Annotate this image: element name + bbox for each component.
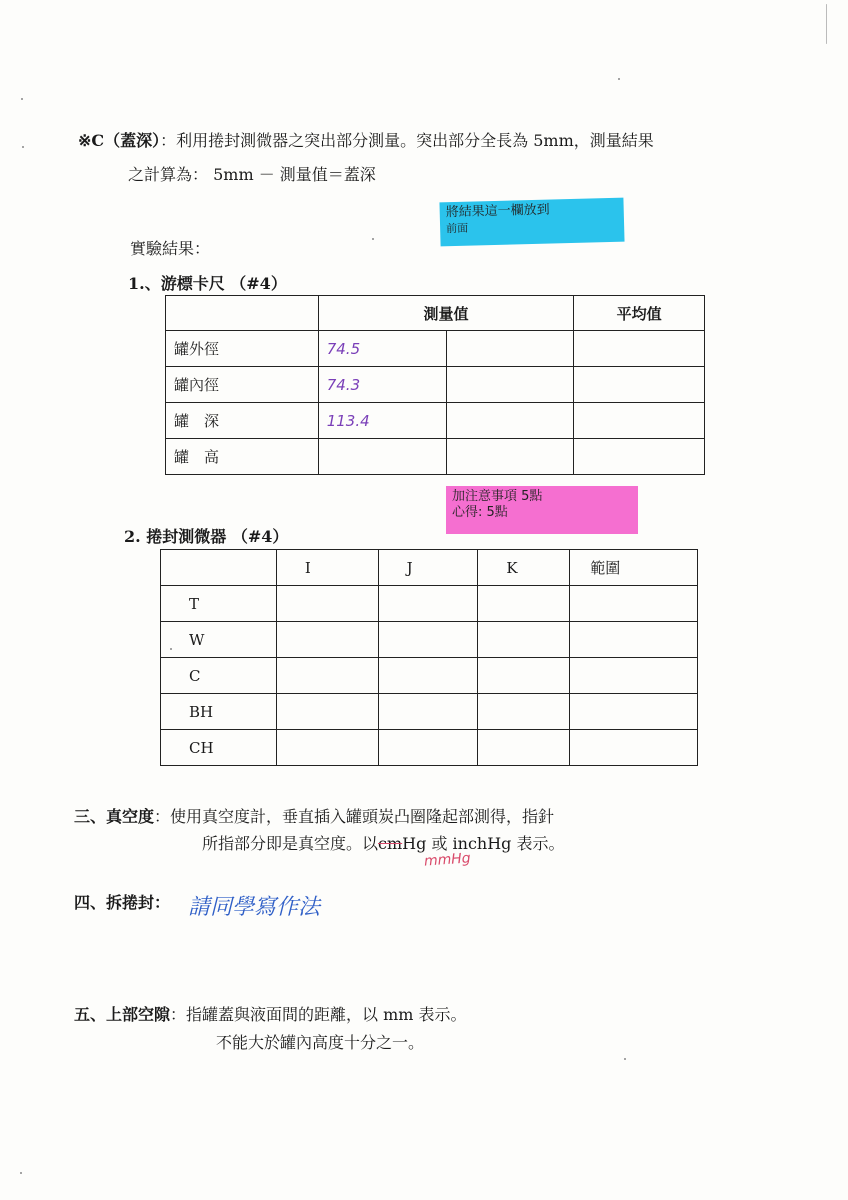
caliper-cell: [318, 439, 446, 475]
micrometer-cell: [570, 658, 698, 694]
micrometer-row-label: T: [161, 586, 277, 622]
micrometer-col-i: I: [276, 550, 378, 586]
caliper-cell: [446, 331, 574, 367]
micrometer-header-row: [161, 550, 698, 586]
micrometer-cell: [478, 622, 570, 658]
section3-text1: ：使用真空度計，垂直插入罐頭炭凸圈隆起部測得，指針: [154, 807, 555, 826]
caliper-avg-cell: [574, 403, 705, 439]
caliper-cell: [446, 367, 574, 403]
caliper-table: [165, 295, 705, 475]
table-row: [161, 730, 698, 766]
micrometer-row-label: W: [161, 622, 277, 658]
caliper-value-handwritten: 74.5: [318, 331, 446, 367]
table-row: [161, 658, 698, 694]
micrometer-col-range: 範圍: [570, 550, 698, 586]
section3-text2-pre: 所指部分即是真空度。以: [202, 834, 379, 853]
sticky-blue-line2: 前面: [445, 221, 469, 236]
caliper-header-row: [166, 296, 705, 331]
caliper-row-label: 罐內徑: [166, 367, 319, 403]
section3-line2: [202, 831, 565, 854]
section-c-line1: [78, 128, 654, 151]
caliper-heading: 1.、游標卡尺 （#4）: [128, 274, 287, 293]
section3-struck-unit: cm: [378, 834, 403, 853]
micrometer-cell: [378, 658, 478, 694]
section5-text1: ：指罐蓋與液面間的距離，以 mm 表示。: [170, 1005, 467, 1024]
caliper-col-avg: 平均值: [574, 296, 705, 331]
sticky-blue-line1: 將結果這一欄放到: [445, 202, 550, 221]
section-c-mark: ※C: [78, 131, 105, 150]
micrometer-cell: [478, 586, 570, 622]
micrometer-cell: [570, 586, 698, 622]
caliper-col-measure: 測量值: [318, 296, 574, 331]
caliper-row-label: 罐 深: [166, 403, 319, 439]
micrometer-cell: [570, 622, 698, 658]
micrometer-cell: [378, 730, 478, 766]
scan-speck: [624, 1058, 626, 1060]
scan-speck: [618, 78, 620, 80]
micrometer-row-label: C: [161, 658, 277, 694]
section3-title: 三、真空度: [74, 807, 155, 826]
micrometer-cell: [276, 658, 378, 694]
table-row: [166, 367, 705, 403]
sticky-pink-line2: 心得: 5點: [452, 505, 508, 520]
section-c-title: （蓋深）: [104, 131, 161, 150]
section5-title: 五、上部空隙: [74, 1005, 171, 1024]
table-row: [166, 403, 705, 439]
table-row: [161, 694, 698, 730]
sticky-note-pink: [446, 486, 638, 534]
table-row: [161, 622, 698, 658]
scan-speck: [21, 98, 23, 100]
scan-edge-mark: [826, 4, 827, 44]
micrometer-row-label: CH: [161, 730, 277, 766]
caliper-row-label: 罐外徑: [166, 331, 319, 367]
section3-text2-post: Hg 或 inchHg 表示。: [402, 834, 565, 853]
section4-handwritten: 請同學寫作法: [188, 895, 321, 920]
caliper-cell: [446, 439, 574, 475]
micrometer-cell: [276, 586, 378, 622]
section-c-line2: 之計算為： 5mm － 測量值＝蓋深: [128, 165, 376, 184]
micrometer-col-j: J: [378, 550, 478, 586]
section5-line2: 不能大於罐內高度十分之一。: [216, 1033, 425, 1052]
micrometer-cell: [378, 586, 478, 622]
scan-speck: [372, 238, 374, 240]
micrometer-cell: [276, 694, 378, 730]
micrometer-table: [160, 549, 698, 766]
micrometer-cell: [276, 730, 378, 766]
micrometer-cell: [478, 658, 570, 694]
micrometer-cell: [570, 694, 698, 730]
caliper-avg-cell: [574, 367, 705, 403]
micrometer-cell: [378, 622, 478, 658]
caliper-header-blank: [166, 296, 319, 331]
section3-line1: [74, 804, 554, 827]
caliper-value-handwritten: 113.4: [318, 403, 446, 439]
section5-line1: [74, 1002, 467, 1025]
section4-title: 四、拆捲封：: [74, 893, 171, 912]
micrometer-row-label: BH: [161, 694, 277, 730]
caliper-cell: [446, 403, 574, 439]
caliper-avg-cell: [574, 439, 705, 475]
table-row: [166, 331, 705, 367]
sticky-note-blue: [439, 198, 624, 247]
table-row: [166, 439, 705, 475]
section3-correction-handwritten: mmHg: [423, 850, 472, 870]
section-c-text: ：利用捲封測微器之突出部分測量。突出部分全長為 5mm，測量結果: [160, 131, 654, 150]
caliper-avg-cell: [574, 331, 705, 367]
micrometer-cell: [478, 730, 570, 766]
sticky-pink-line1: 加注意事項 5點: [452, 489, 543, 504]
table-row: [161, 586, 698, 622]
micrometer-cell: [570, 730, 698, 766]
scan-speck: [20, 1172, 22, 1174]
scan-speck: [22, 146, 24, 148]
micrometer-col-k: K: [478, 550, 570, 586]
micrometer-cell: [378, 694, 478, 730]
micrometer-heading: 2. 捲封測微器 （#4）: [124, 527, 289, 546]
micrometer-header-blank: [161, 550, 277, 586]
caliper-row-label: 罐 高: [166, 439, 319, 475]
micrometer-cell: [276, 622, 378, 658]
caliper-value-handwritten: 74.3: [318, 367, 446, 403]
micrometer-cell: [478, 694, 570, 730]
results-label: 實驗結果：: [130, 239, 211, 258]
